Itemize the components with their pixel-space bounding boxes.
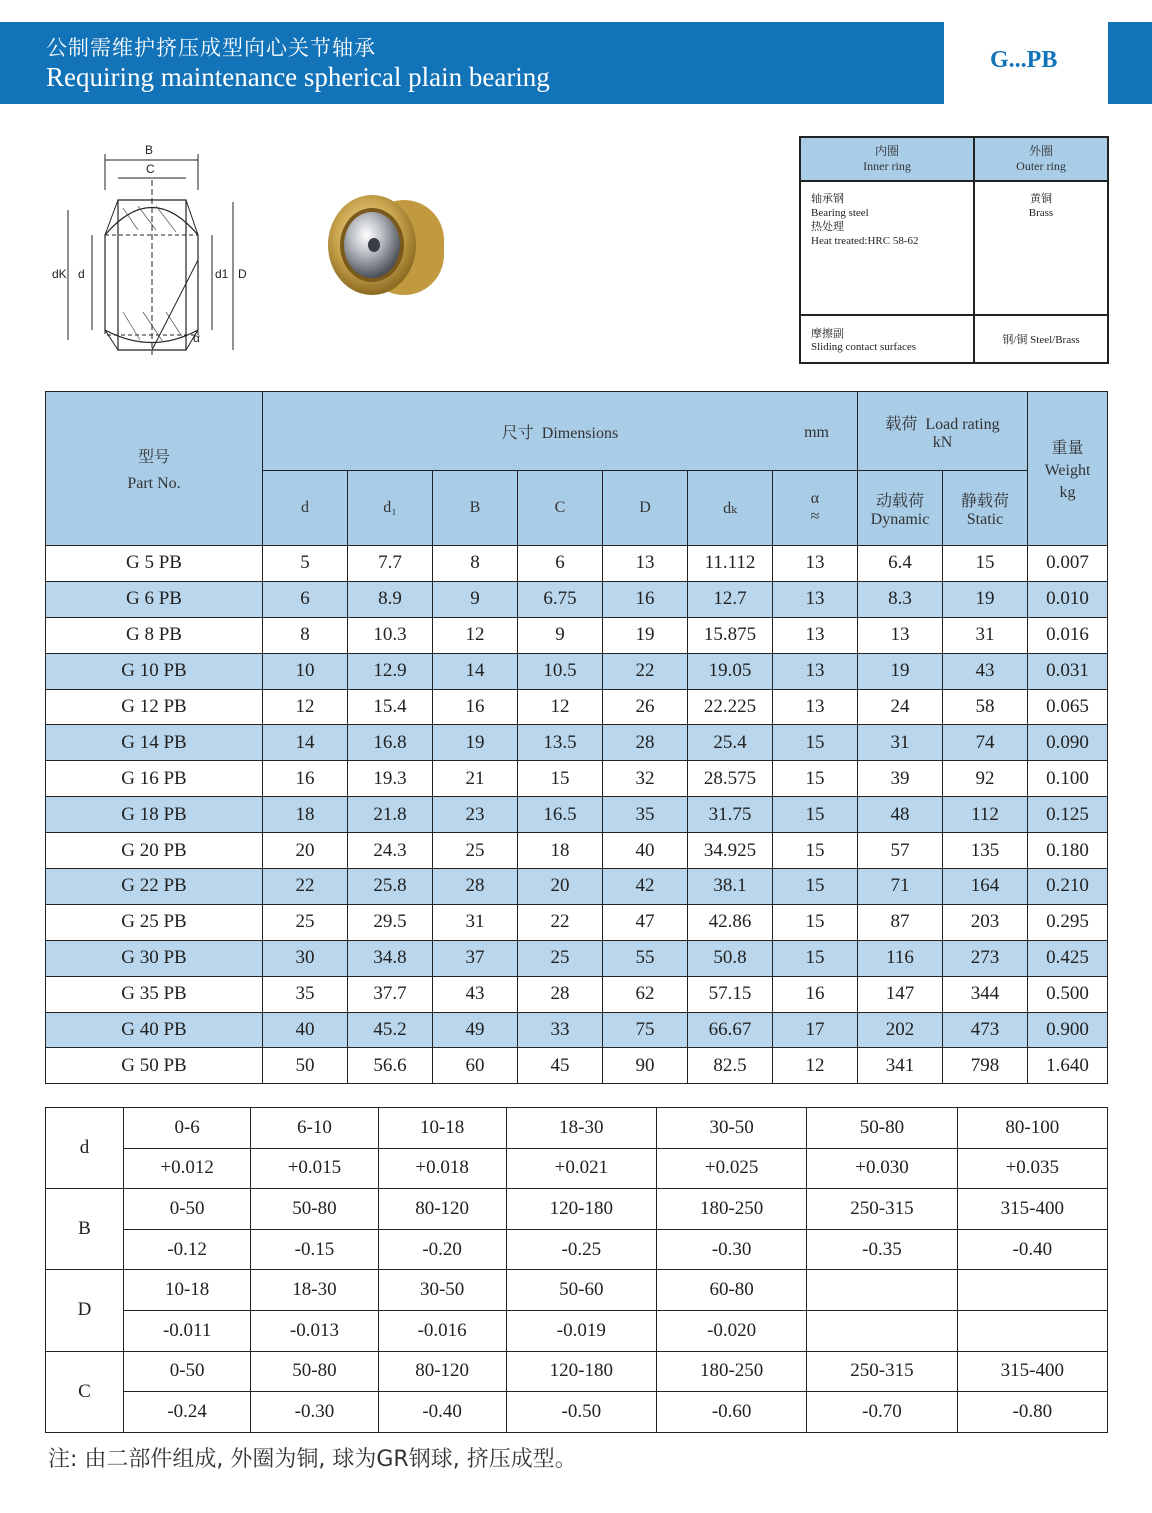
table-cell: 15 [773,725,858,761]
tolerance-range: 120-180 [506,1189,656,1230]
table-cell: 13 [858,617,943,653]
table-cell: 9 [518,617,603,653]
table-cell: 16 [263,761,348,797]
table-cell: 15 [773,940,858,976]
col-dynamic: 动载荷 Dynamic [858,471,943,546]
table-cell: 92 [943,761,1028,797]
tolerance-range: 0-6 [124,1108,251,1149]
tolerance-value: +0.012 [124,1148,251,1189]
table-cell: 0.100 [1028,761,1108,797]
tolerance-value-row [46,1229,1108,1270]
table-cell: 38.1 [688,869,773,905]
materials-table [799,136,1109,364]
tolerance-range: 50-80 [251,1351,378,1392]
table-cell: 30 [263,940,348,976]
col-static: 静载荷 Static [943,471,1028,546]
table-cell: 43 [943,653,1028,689]
tolerance-value: -0.50 [506,1392,656,1433]
tolerance-value: -0.40 [957,1229,1107,1270]
tolerance-value: -0.60 [657,1392,807,1433]
table-cell: 20 [518,869,603,905]
table-cell: 0.210 [1028,869,1108,905]
part-no-cell: G 50 PB [46,1048,263,1084]
tolerance-value: -0.70 [807,1392,957,1433]
tolerance-value [807,1310,957,1351]
table-cell: 17 [773,1012,858,1048]
table-cell: 18 [518,833,603,869]
table-cell: 14 [263,725,348,761]
tolerance-range: 30-50 [657,1108,807,1149]
table-cell: 15 [943,546,1028,582]
table-cell: 10.3 [348,617,433,653]
dimensions-header: 尺寸 Dimensions mm [263,392,858,471]
table-cell: 7.7 [348,546,433,582]
table-cell: 13 [603,546,688,582]
tolerance-range: 18-30 [506,1108,656,1149]
table-cell: 25.8 [348,869,433,905]
tolerance-range: 180-250 [657,1189,807,1230]
tolerance-range: 50-60 [506,1270,656,1311]
part-no-cell: G 20 PB [46,833,263,869]
table-cell: 25 [433,833,518,869]
table-cell: 12 [263,689,348,725]
table-row [46,833,1108,869]
table-cell: 15.875 [688,617,773,653]
table-cell: 14 [433,653,518,689]
part-no-cell: G 8 PB [46,617,263,653]
table-cell: 273 [943,940,1028,976]
tolerance-value-row [46,1392,1108,1433]
tolerance-range: 120-180 [506,1351,656,1392]
tolerance-table [45,1107,1108,1433]
table-cell: 19 [943,581,1028,617]
table-row [46,617,1108,653]
table-cell: 10.5 [518,653,603,689]
table-cell: 39 [858,761,943,797]
table-cell: 12 [433,617,518,653]
table-cell: 28 [518,976,603,1012]
col-alpha: α ≈ [773,471,858,546]
tolerance-range-row [46,1189,1108,1230]
col-C: C [518,471,603,546]
tolerance-value: -0.15 [251,1229,378,1270]
table-cell: 50.8 [688,940,773,976]
table-cell: 26 [603,689,688,725]
table-cell: 344 [943,976,1028,1012]
table-cell: 24.3 [348,833,433,869]
tolerance-value: +0.025 [657,1148,807,1189]
table-cell: 15 [773,797,858,833]
table-cell: 19 [858,653,943,689]
tolerance-label: C [46,1351,124,1432]
table-cell: 45 [518,1048,603,1084]
col-dk: dₖ [688,471,773,546]
part-no-cell: G 35 PB [46,976,263,1012]
tolerance-range: 250-315 [807,1189,957,1230]
table-cell: 0.065 [1028,689,1108,725]
tolerance-value: -0.25 [506,1229,656,1270]
table-cell: 0.180 [1028,833,1108,869]
table-cell: 40 [263,1012,348,1048]
table-cell: 23 [433,797,518,833]
tolerance-range: 315-400 [957,1189,1107,1230]
tolerance-range: 0-50 [124,1189,251,1230]
label-alpha: α [193,331,200,345]
table-cell: 31 [943,617,1028,653]
table-cell: 0.900 [1028,1012,1108,1048]
table-cell: 5 [263,546,348,582]
tolerance-value: +0.021 [506,1148,656,1189]
table-cell: 8 [433,546,518,582]
table-cell: 8.3 [858,581,943,617]
table-cell: 42.86 [688,904,773,940]
table-cell: 42 [603,869,688,905]
table-cell: 164 [943,869,1028,905]
table-cell: 25.4 [688,725,773,761]
table-cell: 8.9 [348,581,433,617]
tolerance-range: 315-400 [957,1351,1107,1392]
table-cell: 13 [773,689,858,725]
tolerance-range: 180-250 [657,1351,807,1392]
bearing-photo [324,180,454,305]
tolerance-range-row [46,1270,1108,1311]
table-cell: 12.7 [688,581,773,617]
tolerance-value: -0.12 [124,1229,251,1270]
table-cell: 66.67 [688,1012,773,1048]
table-cell: 21 [433,761,518,797]
part-no-cell: G 30 PB [46,940,263,976]
table-row [46,1048,1108,1084]
tolerance-range: 50-80 [251,1189,378,1230]
table-row [46,1012,1108,1048]
table-cell: 15 [518,761,603,797]
inner-ring-header: 内圈 Inner ring [800,137,974,181]
table-cell: 74 [943,725,1028,761]
table-cell: 35 [263,976,348,1012]
table-cell: 16 [773,976,858,1012]
table-cell: 12 [773,1048,858,1084]
table-cell: 11.112 [688,546,773,582]
table-cell: 24 [858,689,943,725]
table-cell: 90 [603,1048,688,1084]
table-cell: 0.010 [1028,581,1108,617]
series-code: G...PB [990,47,1058,73]
table-cell: 12.9 [348,653,433,689]
table-cell: 6 [518,546,603,582]
title-en: Requiring maintenance spherical plain bearing [46,62,550,92]
table-cell: 13 [773,581,858,617]
tolerance-range: 18-30 [251,1270,378,1311]
tolerance-range [807,1270,957,1311]
table-cell: 798 [943,1048,1028,1084]
col-D: D [603,471,688,546]
table-cell: 28.575 [688,761,773,797]
table-cell: 203 [943,904,1028,940]
header-banner [0,22,944,104]
tolerance-value-row [46,1148,1108,1189]
table-cell: 0.425 [1028,940,1108,976]
table-cell: 62 [603,976,688,1012]
dimensions-table [45,391,1108,1084]
table-cell: 12 [518,689,603,725]
table-cell: 55 [603,940,688,976]
table-cell: 47 [603,904,688,940]
part-no-cell: G 6 PB [46,581,263,617]
part-no-cell: G 22 PB [46,869,263,905]
table-cell: 15.4 [348,689,433,725]
tolerance-value: -0.016 [378,1310,506,1351]
table-cell: 19 [603,617,688,653]
table-cell: 473 [943,1012,1028,1048]
table-cell: 34.925 [688,833,773,869]
load-rating-header: 载荷 Load rating kN [858,392,1028,471]
table-cell: 19.05 [688,653,773,689]
title-cn: 公制需维护挤压成型向心关节轴承 [46,36,376,60]
table-cell: 57 [858,833,943,869]
table-cell: 16 [603,581,688,617]
table-cell: 16 [433,689,518,725]
part-no-cell: G 14 PB [46,725,263,761]
tolerance-value: +0.018 [378,1148,506,1189]
table-cell: 25 [518,940,603,976]
outer-ring-header: 外圈 Outer ring [974,137,1108,181]
col-d1: d₁ [348,471,433,546]
tolerance-range: 60-80 [657,1270,807,1311]
tolerance-range: 0-50 [124,1351,251,1392]
table-cell: 58 [943,689,1028,725]
table-cell: 45.2 [348,1012,433,1048]
table-cell: 31 [858,725,943,761]
table-row [46,581,1108,617]
table-cell: 0.007 [1028,546,1108,582]
table-cell: 25 [263,904,348,940]
table-cell: 37.7 [348,976,433,1012]
table-cell: 341 [858,1048,943,1084]
table-row [46,940,1108,976]
tolerance-value: +0.035 [957,1148,1107,1189]
part-no-cell: G 16 PB [46,761,263,797]
tolerance-range: 10-18 [378,1108,506,1149]
tolerance-value-row [46,1310,1108,1351]
table-cell: 40 [603,833,688,869]
table-cell: 10 [263,653,348,689]
tolerance-value: -0.30 [251,1392,378,1433]
table-cell: 56.6 [348,1048,433,1084]
header-accent-bar [1108,22,1152,104]
tolerance-value: -0.013 [251,1310,378,1351]
tolerance-value: -0.019 [506,1310,656,1351]
table-row [46,725,1108,761]
table-row [46,904,1108,940]
tolerance-range: 80-100 [957,1108,1107,1149]
table-cell: 0.125 [1028,797,1108,833]
bearing-section-drawing [48,140,288,360]
table-cell: 60 [433,1048,518,1084]
part-no-cell: G 10 PB [46,653,263,689]
col-d: d [263,471,348,546]
tolerance-value [957,1310,1107,1351]
tolerance-label: D [46,1270,124,1351]
tolerance-range: 80-120 [378,1189,506,1230]
table-cell: 15 [773,869,858,905]
table-cell: 112 [943,797,1028,833]
tolerance-range: 10-18 [124,1270,251,1311]
part-no-cell: G 40 PB [46,1012,263,1048]
table-cell: 22.225 [688,689,773,725]
table-cell: 202 [858,1012,943,1048]
table-row [46,797,1108,833]
table-cell: 87 [858,904,943,940]
tolerance-range-row [46,1108,1108,1149]
table-cell: 22 [603,653,688,689]
tolerance-range: 250-315 [807,1351,957,1392]
table-cell: 6.4 [858,546,943,582]
table-cell: 18 [263,797,348,833]
tolerance-value: -0.20 [378,1229,506,1270]
table-cell: 116 [858,940,943,976]
table-cell: 13 [773,617,858,653]
table-cell: 37 [433,940,518,976]
table-cell: 31 [433,904,518,940]
table-cell: 19.3 [348,761,433,797]
table-cell: 34.8 [348,940,433,976]
outer-ring-material: 黄铜 Brass [974,181,1108,315]
tolerance-value: -0.40 [378,1392,506,1433]
label-dk: dK [52,267,67,281]
label-d: d [78,267,85,281]
table-cell: 82.5 [688,1048,773,1084]
part-no-cell: G 5 PB [46,546,263,582]
table-cell: 50 [263,1048,348,1084]
table-cell: 15 [773,833,858,869]
table-cell: 0.500 [1028,976,1108,1012]
table-row [46,653,1108,689]
table-cell: 19 [433,725,518,761]
sliding-surfaces-label: 摩擦副 Sliding contact surfaces [800,315,974,363]
tolerance-value: +0.030 [807,1148,957,1189]
table-cell: 8 [263,617,348,653]
part-no-cell: G 18 PB [46,797,263,833]
table-cell: 29.5 [348,904,433,940]
tolerance-range: 50-80 [807,1108,957,1149]
tolerance-value: -0.011 [124,1310,251,1351]
label-C: C [146,162,155,176]
table-cell: 22 [263,869,348,905]
tolerance-range-row [46,1351,1108,1392]
tolerance-value: -0.80 [957,1392,1107,1433]
table-cell: 0.031 [1028,653,1108,689]
part-no-cell: G 12 PB [46,689,263,725]
table-row [46,546,1108,582]
table-cell: 43 [433,976,518,1012]
table-cell: 16.8 [348,725,433,761]
col-B: B [433,471,518,546]
table-cell: 135 [943,833,1028,869]
tolerance-value: -0.35 [807,1229,957,1270]
weight-header: 重量 Weight kg [1028,392,1108,546]
tolerance-value: -0.24 [124,1392,251,1433]
table-cell: 35 [603,797,688,833]
table-cell: 0.295 [1028,904,1108,940]
table-cell: 49 [433,1012,518,1048]
tolerance-label: B [46,1189,124,1270]
sliding-surfaces-value: 钢/铜 Steel/Brass [974,315,1108,363]
tolerance-range: 6-10 [251,1108,378,1149]
table-cell: 20 [263,833,348,869]
table-cell: 15 [773,761,858,797]
table-cell: 0.090 [1028,725,1108,761]
tolerance-value: +0.015 [251,1148,378,1189]
table-cell: 28 [433,869,518,905]
tolerance-range [957,1270,1107,1311]
table-cell: 15 [773,904,858,940]
table-cell: 9 [433,581,518,617]
table-row [46,761,1108,797]
part-no-header: 型号 Part No. [46,392,263,546]
tolerance-value: -0.020 [657,1310,807,1351]
label-D: D [238,267,247,281]
table-cell: 21.8 [348,797,433,833]
table-cell: 32 [603,761,688,797]
tolerance-label: d [46,1108,124,1189]
table-cell: 31.75 [688,797,773,833]
table-row [46,689,1108,725]
table-cell: 147 [858,976,943,1012]
table-cell: 13 [773,653,858,689]
tolerance-range: 80-120 [378,1351,506,1392]
table-row [46,976,1108,1012]
table-cell: 6.75 [518,581,603,617]
tolerance-range: 30-50 [378,1270,506,1311]
table-cell: 28 [603,725,688,761]
table-cell: 71 [858,869,943,905]
table-cell: 13.5 [518,725,603,761]
table-cell: 22 [518,904,603,940]
table-cell: 0.016 [1028,617,1108,653]
table-cell: 75 [603,1012,688,1048]
tolerance-value: -0.30 [657,1229,807,1270]
inner-ring-material: 轴承钢 Bearing steel 热处理 Heat treated:HRC 58-62 [800,181,974,315]
table-cell: 6 [263,581,348,617]
table-cell: 1.640 [1028,1048,1108,1084]
footnote: 注: 由二部件组成, 外圈为铜, 球为GR钢球, 挤压成型。 [48,1447,577,1472]
table-cell: 57.15 [688,976,773,1012]
table-cell: 48 [858,797,943,833]
table-row [46,869,1108,905]
table-cell: 13 [773,546,858,582]
part-no-cell: G 25 PB [46,904,263,940]
label-d1: d1 [215,267,229,281]
table-cell: 33 [518,1012,603,1048]
table-cell: 16.5 [518,797,603,833]
label-B: B [145,143,154,157]
